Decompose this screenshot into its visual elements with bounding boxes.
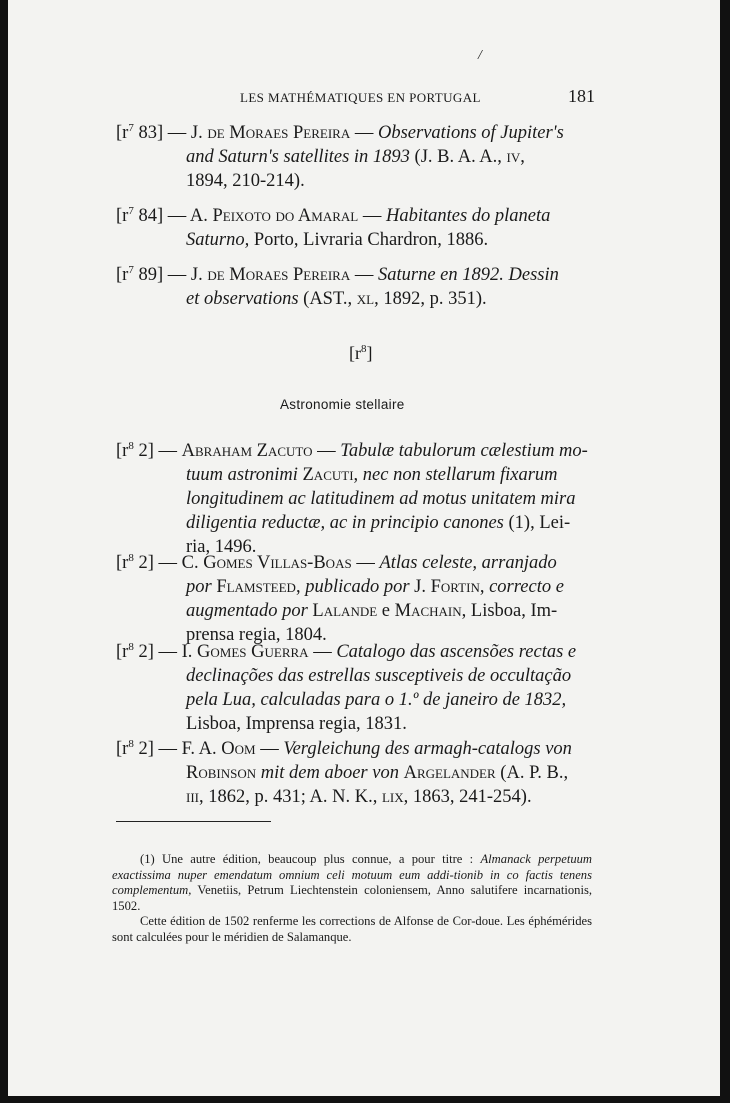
entry-ref: [$r^8$ 2]: [116, 551, 154, 573]
entry-title: Saturne en 1892. Dessin: [377, 265, 559, 285]
footnote-divider: [116, 821, 271, 822]
entry-ref: [$r^7$ 89]: [116, 263, 164, 285]
entry-title: Habitantes do planeta: [385, 206, 551, 226]
section-title: Astronomie stellaire: [280, 397, 405, 412]
entry-ref: [$r^8$ 2]: [116, 640, 154, 662]
entry-author: Moraes Pereira: [224, 265, 351, 285]
bib-entry: [$r^7$ 89] — J. de Moraes Pereira — Saturne en 1892. Dessin et observations (AST., xl, 1892, p. 351).: [116, 263, 559, 309]
header-mark: /: [478, 48, 482, 63]
bib-entry: [$r^7$ 84] — A. Peixoto do Amaral — Habitantes do planeta Saturno, Porto, Livraria Chardron, 1886.: [116, 204, 551, 250]
entry-ref: [$r^7$ 84]: [116, 204, 164, 226]
entry-ref: [$r^7$ 83]: [116, 121, 164, 143]
bib-entry: [$r^8$ 2] — I. Gomes Guerra — Catalogo das ascensões rectas e declinações das estrellas susceptiveis de occultação pela Lua, calculadas para o 1.º de janeiro de 1832, Lisboa, Imprensa regia, 1831.: [116, 640, 577, 734]
entry-title: Atlas celeste, arranjado: [379, 553, 557, 573]
entry-ref: [$r^8$ 2]: [116, 439, 154, 461]
entry-title: Vergleichung des armagh-catalogs von: [283, 739, 572, 759]
bib-entry: [$r^8$ 2] — F. A. Oom — Vergleichung des armagh-catalogs von Robinson mit dem aboer von Argelander (A. P. B., iii, 1862, p. 431; A. N. K., lix, 1863, 241-254).: [116, 737, 572, 807]
page-number: 181: [568, 86, 595, 106]
bib-entry: [$r^7$ 83] — J. de Moraes Pereira — Observations of Jupiter's and Saturn's satellites in 1893 (J. B. A. A., iv, 1894, 210-214).: [116, 121, 564, 191]
entry-author: Gomes Guerra: [197, 642, 309, 662]
section-mark: $[r^8]$: [349, 343, 373, 363]
entry-author: Peixoto do Amaral: [212, 206, 359, 226]
entry-title: Tabulæ tabulorum cælestium mo-: [340, 441, 588, 461]
entry-title: Catalogo das ascensões rectas e: [336, 642, 577, 662]
running-header: LES MATHÉMATIQUES EN PORTUGAL: [240, 90, 481, 105]
entry-author: Abraham Zacuto: [181, 441, 313, 461]
entry-author: Oom: [221, 739, 256, 759]
entry-author: Moraes Pereira: [224, 123, 351, 143]
entry-author: Gomes Villas-Boas: [203, 553, 352, 573]
document-page: [8, 0, 720, 1096]
entry-ref: [$r^8$ 2]: [116, 737, 154, 759]
bib-entry: [$r^8$ 2] — Abraham Zacuto — Tabulæ tabulorum cælestium mo- tuum astronimi Zacuti, nec non stellarum fixarum longitudinem ac latitudinem ad motus unitatem mira diligentia reductæ, ac in principio canones (1), Lei- ria, 1496.: [116, 439, 588, 557]
bib-entry: [$r^8$ 2] — C. Gomes Villas-Boas — Atlas celeste, arranjado por Flamsteed, publicado por J. Fortin, correcto e augmentado por Lalande e Machain, Lisboa, Im- prensa regia, 1804.: [116, 551, 564, 645]
footnote: (1) Une autre édition, beaucoup plus connue, a pour titre : Almanack perpetuum exactissima nuper emendatum omnium celi motuum eum addi-tionib in co factis tenens complementum, Venetiis, Petrum Liechtenstein coloniensem, Anno salutifere incarnationis, 1502. Cette édition de 1502 renferme les corrections de Alfonse de Cor-doue. Les éphémérides sont calculées pour le méridien de Salamanque.: [112, 852, 593, 944]
entry-title: Observations of Jupiter's: [377, 123, 564, 143]
